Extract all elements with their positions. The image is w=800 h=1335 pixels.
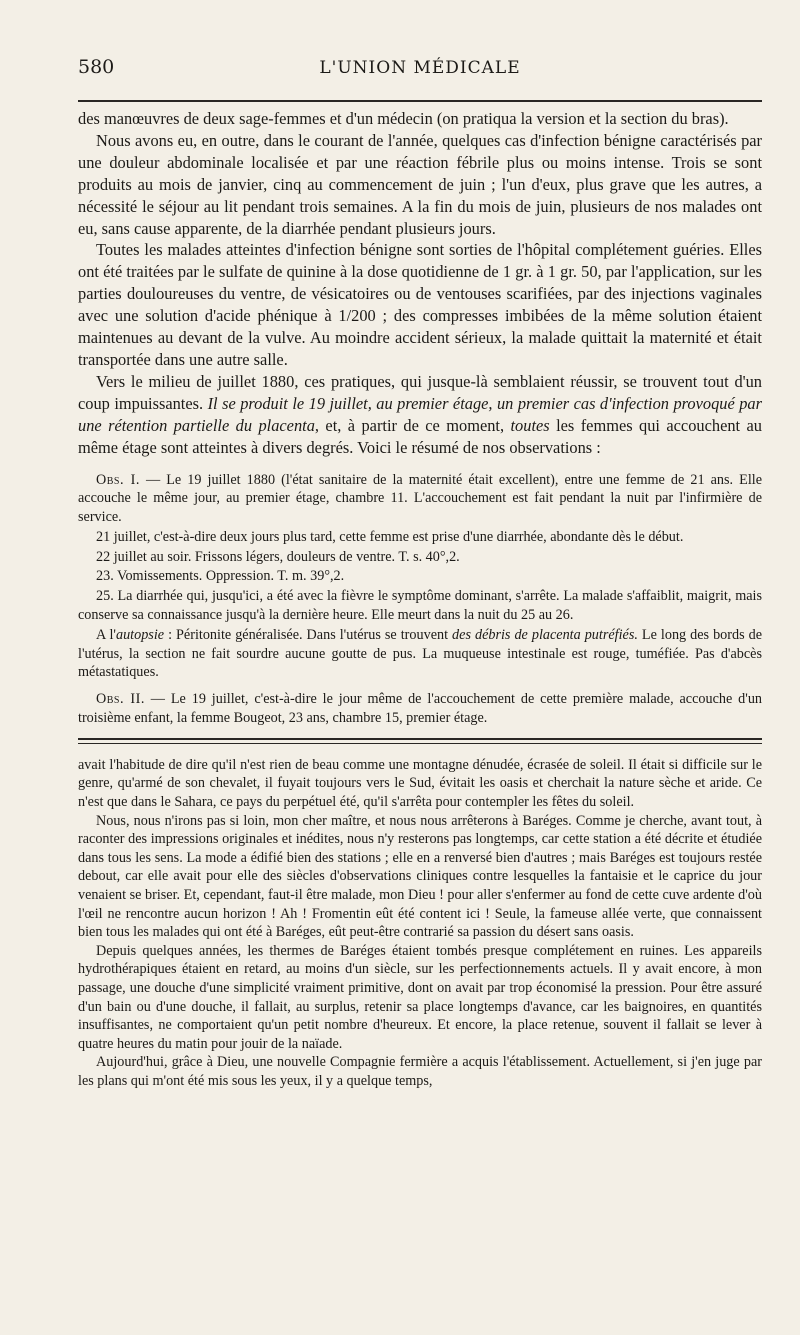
feuilleton-rule: [78, 738, 762, 744]
header-rule: [78, 100, 762, 102]
paragraph: avait l'habitude de dire qu'il n'est rien de beau comme une montagne dénudée, écrasée de soleil. Il était si difficile sur le genre, qu'armé de son chevalet, il fuyait toujours vers le Sud, évitait les oasis et cherchait la nature sèche et aride. Ce n'est que dans le Sahara, ce pays du perpétuel été, qu'il s'arrêta pour contempler les fêtes du soleil.: [78, 756, 762, 811]
page-number: 580: [78, 56, 115, 78]
paragraph: Depuis quelques années, les thermes de Baréges étaient tombés presque complétement en ruines. Les appareils hydrothérapiques étaient en retard, au moins d'un siècle, sur les perfectionnements actuels. Il y avait encore, à mon passage, une douche d'une simplicité vraiment primitive, dont on avait par trop économisé la pression. Pour être assuré d'un bain ou d'une douche, il fallait, au surplus, retenir sa place longtemps d'avance, car les baignoires, en quantités insuffisantes, ne comportaient qu'un petit nombre d'heureux. Et encore, la place retenue, souvent il fallait se lever à quatre heures du matin pour jouir de la naïade.: [78, 942, 762, 1052]
paragraph: Vers le milieu de juillet 1880, ces pratiques, qui jusque-là semblaient réussir, se trouvent tout d'un coup impuissantes. Il se produit le 19 juillet, au premier étage, un premier cas d'infection provoqué par une rétention partielle du placenta, et, à partir de ce moment, toutes les femmes qui accouchent au même étage sont atteintes à divers degrés. Voici le résumé de nos observations :: [78, 371, 762, 457]
observation-1: Obs. I. — Le 19 juillet 1880 (l'état sanitaire de la maternité était excellent), entre une femme de 21 ans. Elle accouche le même jour, au premier étage, chambre 11. L'accouchement est fait pendant la nuit par l'infirmière de service.: [78, 471, 762, 526]
obs-label: Obs. II.: [96, 691, 145, 708]
obs-line: 21 juillet, c'est-à-dire deux jours plus tard, cette femme est prise d'une diarrhée, abondante dès le début.: [96, 528, 684, 545]
obs-line: 23. Vomissements. Oppression. T. m. 39°,2.: [96, 568, 345, 585]
main-text: [78, 108, 762, 459]
autopsy-paragraph: A l'autopsie : Péritonite généralisée. Dans l'utérus se trouvent des débris de placenta putréfiés. Le long des bords de l'utérus, la section ne fait sourdre aucune goutte de pus. La muqueuse intestinale est rouge, tuméfiée. Pas d'abcès métastatiques.: [78, 626, 762, 681]
observation-2: Obs. II. — Le 19 juillet, c'est-à-dire le jour même de l'accouchement de cette première malade, accouche d'un troisième enfant, la femme Bougeot, 23 ans, chambre 15, premier étage.: [78, 691, 763, 727]
paragraph: Nous, nous n'irons pas si loin, mon cher maître, et nous nous arrêterons à Baréges. Comme je cherche, avant tout, à raconter des impressions originales et inédites, nous n'y resterons pas longtemps, car cette station a été décrite et étudiée dans tous les sens. La mode a édifié bien des stations ; elle en a renversé bien d'autres ; mais Baréges est toujours restée debout, car elle avait pour elle des siècles d'observations cliniques contre lesquelles la fantaisie et le caprice du jour venaient se briser. Et, cependant, faut-il être malade, mon Dieu ! pour aller s'enfermer au fond de cette cuve ardente d'où l'œil ne rencontre aucun horizon ! Ah ! Fromentin eût été content ici ! Seule, la fameuse allée verte, que connaissent bien tous les malades qui ont été à Baréges, eût peut-être contrarié sa passion du désert sans oasis.: [78, 812, 762, 941]
page-header: [78, 56, 762, 94]
feuilleton-text: [78, 756, 762, 1091]
obs-line: 25. La diarrhée qui, jusqu'ici, a été avec la fièvre le symptôme dominant, s'arrête. La malade s'affaiblit, maigrit, mais conserve sa connaissance jusqu'à la dernière heure. Elle meurt dans la nuit du 25 au 26.: [78, 588, 762, 624]
obs-line: 22 juillet au soir. Frissons légers, douleurs de ventre. T. s. 40°,2.: [96, 548, 460, 565]
running-title: L'UNION MÉDICALE: [319, 58, 521, 78]
observations: [78, 471, 762, 728]
paragraph: des manœuvres de deux sage-femmes et d'un médecin (on pratiqua la version et la section du bras).: [78, 109, 729, 128]
paragraph: Aujourd'hui, grâce à Dieu, une nouvelle Compagnie fermière a acquis l'établissement. Actuellement, si j'en juge par les plans qui m'ont été mis sous les yeux, il y a quelque temps,: [78, 1054, 762, 1089]
paragraph: Nous avons eu, en outre, dans le courant de l'année, quelques cas d'infection bénigne caractérisés par une douleur abdominale localisée et par une réaction fébrile plus ou moins intense. Trois se sont produits au mois de janvier, cinq au commencement de juin ; l'un d'eux, plus grave que les autres, a nécessité le séjour au lit pendant trois semaines. A la fin du mois de juin, plusieurs de nos malades ont eu, sans cause apparente, de la diarrhée pendant plusieurs jours.: [78, 130, 762, 238]
paragraph: Toutes les malades atteintes d'infection bénigne sont sorties de l'hôpital complétement guéries. Elles ont été traitées par le sulfate de quinine à la dose quotidienne de 1 gr. à 1 gr. 50, par l'application, sur les parties douloureuses du ventre, de vésicatoires ou de ventouses scarifiées, par des injections vaginales avec une solution d'acide phénique à 1/200 ; des compresses imbibées de la même solution étaient maintenues au devant de la vulve. Au moindre accident sérieux, la malade quittait la maternité et était transportée dans une autre salle.: [78, 240, 762, 369]
obs-label: Obs. I.: [96, 471, 140, 488]
